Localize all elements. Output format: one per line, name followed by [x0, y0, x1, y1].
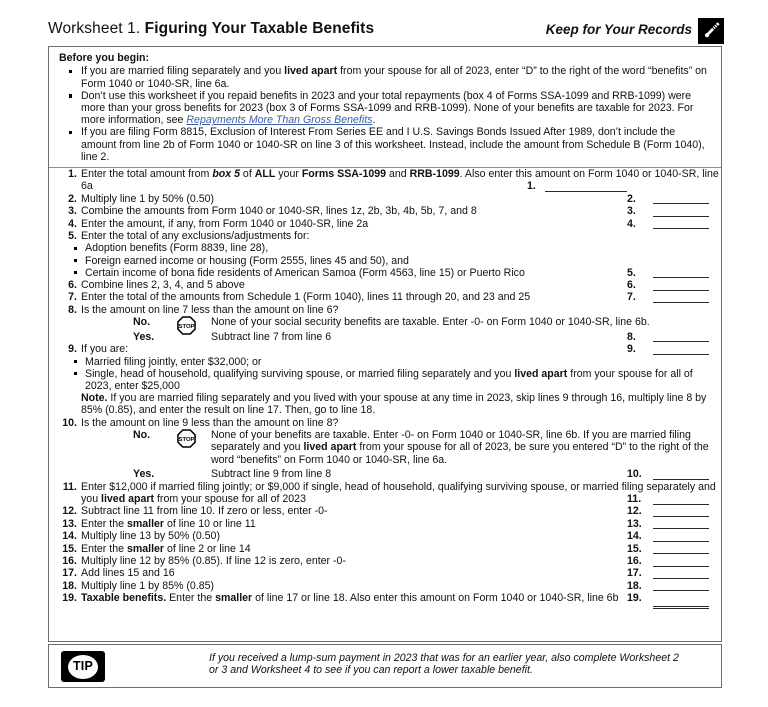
line-number: 13. [62, 517, 77, 530]
svg-text:STOP: STOP [178, 324, 195, 331]
line7-part-0: Is the amount on line 7 less than the amount on line 6? [81, 303, 339, 316]
line-sub-bullet-list [49, 242, 721, 279]
no-label: No. [133, 428, 151, 441]
worksheet-line-row [49, 505, 721, 517]
answer-line-number: 8. [627, 330, 636, 343]
no9-part-0: None of your benefits are taxable. Enter -0- on Form 1040 or 1040-SR, line 6b. If you are married filing separately and you [211, 428, 691, 454]
answer-line-number: 10. [627, 468, 642, 481]
line-text [81, 481, 721, 506]
line16-part-0: Add lines 15 and 16 [81, 567, 175, 580]
before-you-begin-heading: Before you begin: [59, 52, 150, 64]
answer-input-line[interactable] [653, 590, 709, 591]
keep-for-records-label: Keep for Your Records [545, 22, 692, 37]
line18-bold-0: Taxable benefits. [81, 592, 167, 605]
answer-line-number: 13. [627, 517, 642, 530]
line-sub-bullet-list [49, 356, 721, 393]
line-number: 2. [68, 192, 77, 205]
line2-part-0: Combine the amounts from Form 1040 or 1040-SR, lines 1z, 2b, 3b, 4b, 5b, 7, and 8 [81, 205, 477, 218]
worksheet-line-row [49, 279, 721, 291]
answer-input-line[interactable] [653, 341, 709, 342]
line-number: 3. [68, 205, 77, 218]
answer-input-line[interactable] [653, 354, 709, 355]
answer-line-number: 1. [527, 180, 536, 193]
answer-input-line[interactable] [653, 504, 709, 505]
subl8-1-bold-1: lived apart [514, 367, 568, 380]
line-sub-bullet [71, 356, 721, 368]
line-number: 6. [68, 279, 77, 292]
worksheet-line-row [49, 304, 721, 343]
answer-input-line[interactable] [653, 216, 709, 217]
answer-line-number: 7. [627, 291, 636, 304]
line-text [81, 580, 721, 592]
line-text [81, 279, 721, 291]
numbered-lines-section [49, 168, 721, 605]
line10-part-2: from your spouse for all of 2023 [154, 492, 306, 505]
answer-input-line[interactable] [653, 578, 709, 579]
line15-part-0: Multiply line 12 by 85% (0.85). If line 12 is zero, enter -0- [81, 555, 346, 567]
line-text [81, 304, 721, 316]
line13-part-0: Multiply line 13 by 50% (0.50) [81, 530, 220, 543]
line0-emphasis-1: box 5 [212, 168, 240, 181]
no-branch-text: None of your social security benefits are taxable. Enter -0- on Form 1040 or 1040-SR, line 6b. [211, 316, 650, 329]
answer-line-number: 6. [627, 279, 636, 292]
line0-bold-3: ALL [254, 168, 276, 181]
line-number: 15. [62, 542, 77, 555]
line-sub-bullet: Adoption benefits (Form 8839, line 28), [71, 242, 721, 254]
yes-label: Yes. [133, 468, 155, 481]
line0-part-0: Enter the total amount from [81, 168, 213, 181]
line-number: 1. [68, 168, 77, 181]
line-number: 7. [68, 291, 77, 304]
line0-part-8: . Also enter this amount on Form 1040 or 1040-SR, line 6a [81, 168, 719, 193]
worksheet-line-row [49, 518, 721, 530]
line-text [81, 505, 721, 517]
answer-input-line[interactable] [653, 277, 709, 278]
line4-part-0: Enter the total of any exclusions/adjustments for: [81, 230, 310, 243]
line18-bold-2: smaller [215, 592, 253, 605]
line12-part-0: Enter the [81, 517, 127, 530]
tip-badge-label: TIP [72, 659, 94, 673]
answer-line-number: 19. [627, 592, 642, 605]
line-text [81, 530, 721, 542]
before-you-begin-item [65, 90, 713, 127]
answer-line-number: 14. [627, 530, 642, 543]
line-text [81, 417, 721, 429]
worksheet-body [48, 46, 722, 642]
line-number: 18. [62, 579, 77, 592]
worksheet-header [48, 20, 724, 46]
before-you-begin-item [65, 126, 713, 163]
answer-input-line[interactable] [653, 528, 709, 529]
line-sub-bullet: Foreign earned income or housing (Form 2555, lines 45 and 50), and [71, 255, 721, 267]
answer-line-number: 18. [627, 579, 642, 592]
answer-input-line[interactable] [653, 479, 709, 480]
no-branch-text [211, 429, 721, 466]
answer-line-number: 5. [627, 266, 636, 279]
repayments-link[interactable]: Repayments More Than Gross Benefits [186, 114, 373, 127]
worksheet-line-row [49, 481, 721, 506]
worksheet-line-row [49, 555, 721, 567]
line14-bold-1: smaller [126, 542, 165, 555]
line-text [81, 567, 721, 579]
subl8-0-part-0: Married filing jointly, enter $32,000; or [85, 355, 262, 368]
line-number: 10. [62, 416, 77, 429]
line0-part-6: and [386, 168, 410, 181]
byb-0-bold-1: lived apart [284, 65, 338, 78]
svg-text:STOP: STOP [178, 436, 195, 443]
byb-0-part-0: If you are married filing separately and you [81, 65, 285, 78]
line5-part-0: Combine lines 2, 3, 4, and 5 above [81, 279, 245, 292]
line17-part-0: Multiply line 1 by 85% (0.85) [81, 579, 215, 592]
worksheet-line-row [49, 417, 721, 481]
answer-input-line[interactable] [545, 191, 627, 192]
tip-text: If you received a lump-sum payment in 2023 that was for an earlier year, also complete Worksheet 2 or 3 and Worksheet 4 to see if you can report a lower taxable benefit. [209, 652, 679, 677]
line-sub-bullet [71, 368, 721, 392]
stop-icon [177, 429, 196, 448]
line-text [81, 168, 721, 193]
worksheet-line-row [49, 530, 721, 542]
byb-1-part-0: Don’t use this worksheet if you repaid benefits in 2023 and your total repayments (box 4 of Forms SSA-1099 and RRB-1099) were more than your gross benefits for 2023 (box 3 of Forms SSA-1099 and RRB-1099). None of your benefits are taxable for 2023. For more information, see [81, 89, 694, 127]
worksheet-line-row [49, 168, 721, 193]
line-text [81, 518, 721, 530]
worksheet-line-row [49, 218, 721, 230]
line-number: 5. [68, 230, 77, 243]
tip-icon [61, 651, 105, 682]
answer-input-line[interactable] [653, 302, 709, 303]
answer-line-number: 16. [627, 555, 642, 567]
line-text [81, 218, 721, 230]
line-number: 8. [68, 303, 77, 316]
worksheet-line-row [49, 580, 721, 592]
line-number: 4. [68, 217, 77, 230]
line-no-branch [81, 316, 721, 331]
no9-bold-1: lived apart [303, 441, 357, 454]
line11-part-0: Subtract line 11 from line 10. If zero or less, enter -0- [81, 505, 328, 518]
line10-bold-1: lived apart [101, 492, 155, 505]
line-number: 14. [62, 530, 77, 543]
line-text [81, 205, 721, 217]
line-text [81, 343, 721, 355]
yes-branch-text: Subtract line 7 from line 6 [211, 330, 332, 343]
answer-input-line[interactable] [653, 541, 709, 542]
subl8-1-part-0: Single, head of household, qualifying surviving spouse, or married filing separately and you [85, 367, 515, 380]
line-text [81, 291, 721, 303]
answer-line-number: 2. [627, 192, 636, 205]
line10-part-0: Enter $12,000 if married filing jointly; or $9,000 if single, head of household, qualifying surviving spouse, or married filing separately and you [81, 480, 716, 505]
line1-part-0: Multiply line 1 by 50% (0.50) [81, 192, 215, 205]
line18-part-1: Enter the [166, 592, 216, 605]
subl8-1-part-2: from your spouse for all of 2023, enter $25,000 [85, 367, 693, 392]
answer-input-line[interactable] [653, 203, 709, 204]
yes-label: Yes. [133, 330, 155, 343]
answer-input-line[interactable] [653, 290, 709, 291]
note-label: Note. [81, 392, 108, 405]
answer-input-line[interactable] [653, 516, 709, 517]
line12-part-2: of line 10 or line 11 [164, 517, 256, 530]
answer-line-number: 4. [627, 217, 636, 230]
line3-part-0: Enter the amount, if any, from Form 1040 or 1040-SR, line 2a [81, 217, 369, 230]
line-text [81, 555, 721, 567]
worksheet-number: Worksheet 1. [48, 20, 141, 37]
pen-icon [698, 18, 724, 44]
line-sub-bullet: Certain income of bona fide residents of American Samoa (Form 4563, line 15) or Puerto Rico [71, 267, 721, 279]
note-text: If you are married filing separately and you lived with your spouse at any time in 2023, skip lines 9 through 16, multiply line 8 by 85% (0.85), and enter the result on line 17. Then, go to line 18. [81, 392, 707, 417]
line0-part-4: your [275, 168, 302, 181]
line-yes-branch [81, 331, 721, 343]
byb-0-part-2: from your spouse for all of 2023, enter “D” to the right of the word “benefits” on Form 1040 or 1040-SR, line 6a. [81, 65, 707, 90]
line18-part-3: of line 17 or line 18. Also enter this amount on Form 1040 or 1040-SR, line 6b [252, 592, 619, 605]
answer-line-number: 9. [627, 343, 636, 356]
line0-bold-7: RRB-1099 [409, 168, 460, 181]
before-you-begin-list [57, 65, 713, 163]
line-note [81, 392, 721, 416]
line-number: 12. [62, 505, 77, 518]
line-no-branch [81, 429, 721, 466]
line12-bold-1: smaller [126, 517, 165, 530]
page-title [48, 20, 374, 38]
before-you-begin-item [65, 65, 713, 89]
answer-input-line[interactable] [653, 566, 709, 567]
worksheet-line-row [49, 205, 721, 217]
answer-line-number: 3. [627, 205, 636, 218]
answer-line-number: 12. [627, 505, 642, 518]
tip-box [48, 644, 722, 688]
answer-line-number: 11. [627, 492, 642, 505]
byb-1-part-2: . [372, 114, 376, 127]
worksheet-line-row [49, 592, 721, 604]
worksheet-line-row [49, 543, 721, 555]
line-text [81, 592, 721, 604]
worksheet-line-row [49, 291, 721, 303]
line-text [81, 230, 721, 242]
line0-part-2: of [239, 168, 255, 181]
line0-bold-5: Forms SSA-1099 [301, 168, 387, 181]
answer-input-line[interactable] [653, 553, 709, 554]
yes-branch-text: Subtract line 9 from line 8 [211, 468, 332, 481]
line14-part-2: of line 2 or line 14 [164, 542, 251, 555]
line-number: 11. [62, 480, 77, 493]
no-label: No. [133, 316, 151, 329]
line8-part-0: If you are: [81, 343, 129, 356]
worksheet-line-row [49, 193, 721, 205]
line-number: 16. [62, 555, 77, 567]
before-you-begin-section [49, 47, 721, 167]
worksheet-line-row [49, 343, 721, 416]
line6-part-0: Enter the total of the amounts from Schedule 1 (Form 1040), lines 11 through 20, and 23 and 25 [81, 291, 531, 304]
worksheet-title: Figuring Your Taxable Benefits [144, 20, 375, 37]
line14-part-0: Enter the [81, 542, 127, 555]
line-yes-branch [81, 468, 721, 480]
line-number: 9. [68, 343, 77, 356]
byb-2-part-0: If you are filing Form 8815, Exclusion of Interest From Series EE and I U.S. Savings Bonds Issued After 1989, don’t include the amount from line 2b of Form 1040 or 1040-SR on line 3 of this worksheet. Instead, include the amount from Schedule B (Form 1040), line 2. [81, 126, 705, 163]
worksheet-line-row [49, 567, 721, 579]
worksheet-line-row [49, 230, 721, 279]
no9-part-2: from your spouse for all of 2023, be sure you entered “D” to the right of the word “benefits” on Form 1040 or 1040-SR, line 6a. [211, 441, 709, 466]
line-number: 19. [62, 592, 77, 605]
answer-line-number: 17. [627, 567, 642, 580]
line-text [81, 543, 721, 555]
line-number: 17. [62, 567, 77, 580]
line9-part-0: Is the amount on line 9 less than the amount on line 8? [81, 416, 339, 429]
answer-input-line[interactable] [653, 228, 709, 229]
answer-input-line[interactable] [653, 603, 709, 609]
line-text [81, 193, 721, 205]
answer-line-number: 15. [627, 542, 642, 555]
